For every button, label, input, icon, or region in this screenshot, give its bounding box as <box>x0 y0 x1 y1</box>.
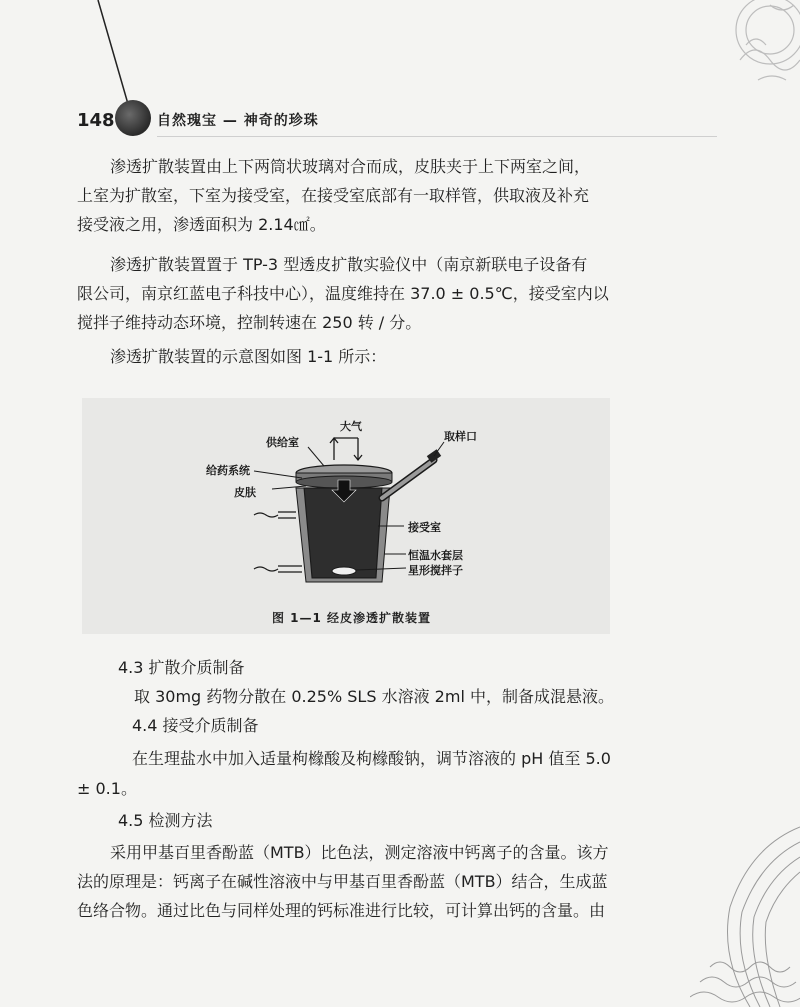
header-circle-icon <box>115 100 151 136</box>
text-line: 限公司，南京红蓝电子科技中心），温度维持在 37.0 ± 0.5℃，接受室内以 <box>77 284 609 303</box>
text-line: 渗透扩散装置由上下两筒状玻璃对合而成，皮肤夹于上下两室之间， <box>110 157 591 176</box>
page-header <box>77 100 717 140</box>
section-4-5-body <box>77 838 617 925</box>
diffusion-apparatus-figure <box>82 398 610 634</box>
label-sampling-port: 取样口 <box>444 430 477 443</box>
paragraph-1 <box>77 152 617 239</box>
text-line: 色络合物。通过比色与同样处理的钙标准进行比较，可计算出钙的含量。由 <box>77 901 606 920</box>
text-line: 接受液之用，渗透面积为 2.14㎠。 <box>77 215 326 234</box>
section-4-3-heading: 4.3 扩散介质制备 <box>118 658 245 677</box>
label-stirrer: 星形搅拌子 <box>408 564 463 577</box>
text-line: 法的原理是：钙离子在碱性溶液中与甲基百里香酚蓝（MTB）结合，生成蓝 <box>77 872 608 891</box>
paragraph-3 <box>77 342 617 371</box>
section-4-3-body: 取 30mg 药物分散在 0.25% SLS 水溶液 2ml 中，制备成混悬液。 <box>134 687 614 706</box>
text-line: 搅拌子维持动态环境，控制转速在 250 转 / 分。 <box>77 313 422 332</box>
label-skin: 皮肤 <box>234 486 256 499</box>
cloud-ornament-top-icon <box>670 0 800 110</box>
pendulum-line-decoration <box>0 0 140 110</box>
label-water-jacket: 恒温水套层 <box>408 549 463 562</box>
wave-ornament-bottom-icon <box>690 807 800 1007</box>
text-line: 采用甲基百里香酚蓝（MTB）比色法，测定溶液中钙离子的含量。该方 <box>110 843 609 862</box>
section-4-5-heading: 4.5 检测方法 <box>118 811 213 830</box>
label-dosing-system: 给药系统 <box>206 464 250 477</box>
page-number: 148 <box>77 110 115 131</box>
text-line: 上室为扩散室，下室为接受室，在接受室底部有一取样管，供取液及补充 <box>77 186 590 205</box>
section-4-4-body-line-1: 在生理盐水中加入适量枸橼酸及枸橼酸钠，调节溶液的 pH 值至 5.0 <box>132 749 611 768</box>
text-line: 渗透扩散装置的示意图如图 1-1 所示： <box>110 347 387 366</box>
label-supply-chamber: 供给室 <box>266 436 299 449</box>
label-receiving-chamber: 接受室 <box>408 521 441 534</box>
running-title: 自然瑰宝 — 神奇的珍珠 <box>157 113 319 129</box>
paragraph-2 <box>77 250 617 337</box>
section-4-4-heading: 4.4 接受介质制备 <box>132 716 259 735</box>
header-divider <box>157 136 717 137</box>
section-4-4-body-line-2: ± 0.1。 <box>77 779 137 798</box>
text-line: 渗透扩散装置置于 TP-3 型透皮扩散实验仪中（南京新联电子设备有 <box>110 255 588 274</box>
figure-caption: 图 1—1 经皮渗透扩散装置 <box>272 611 432 625</box>
label-atmosphere: 大气 <box>340 420 362 433</box>
